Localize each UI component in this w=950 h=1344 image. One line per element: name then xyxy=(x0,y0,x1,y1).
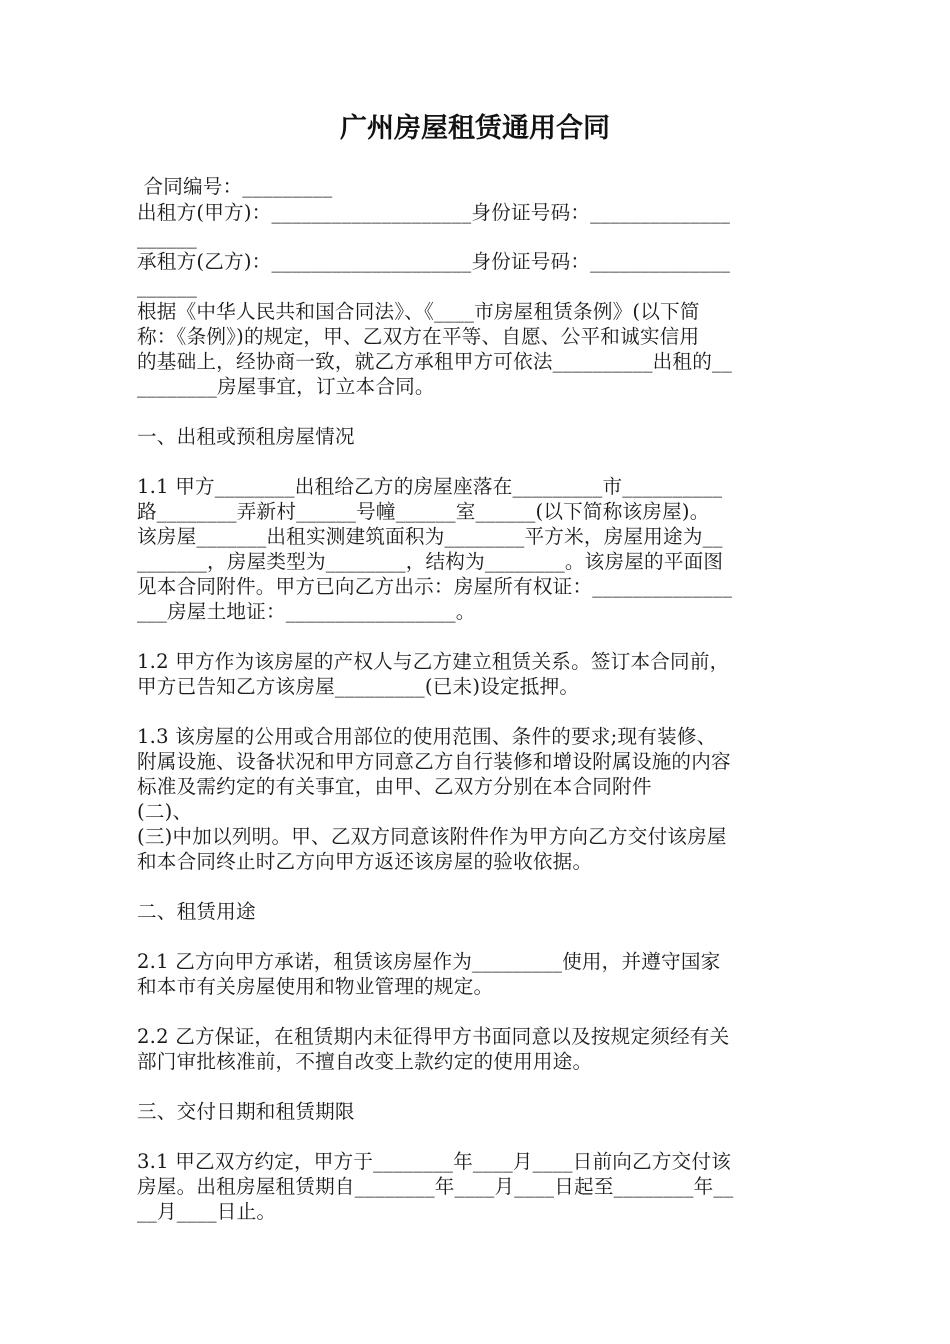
preamble-line-3: 的基础上，经协商一致，就乙方承租甲方可依法__________出租的__ xyxy=(137,350,733,373)
section-heading-1: 一、出租或预租房屋情况 xyxy=(137,425,355,448)
clause-1-3-line-3: 标准及需约定的有关事宜，由甲、乙双方分别在本合同附件 xyxy=(137,775,652,798)
clause-1-1-line-2: 路________弄新村______号幢______室______(以下简称该房屋)。 xyxy=(137,500,710,523)
clause-3-1-line-2: 房屋。出租房屋租赁期自________年____月____日起至________年__ xyxy=(137,1175,734,1198)
lessee-line-cont: ______ xyxy=(137,275,197,298)
section-heading-3: 三、交付日期和租赁期限 xyxy=(137,1100,355,1123)
page-title: 广州房屋租赁通用合同 xyxy=(340,113,610,144)
clause-1-2-line-2: 甲方已告知乙方该房屋_________(已未)设定抵押。 xyxy=(137,675,580,698)
clause-2-1-line-2: 和本市有关房屋使用和物业管理的规定。 xyxy=(137,975,494,998)
clause-2-2-line-2: 部门审批核准前，不擅自改变上款约定的使用用途。 xyxy=(137,1050,593,1073)
lessor-line: 出租方(甲方)：____________________身份证号码：______________ xyxy=(137,201,731,224)
clause-2-1-line-1: 2.1 乙方向甲方承诺，租赁该房屋作为_________使用，并遵守国家 xyxy=(137,950,721,973)
clause-1-3-line-1: 1.3 该房屋的公用或合用部位的使用范围、条件的要求;现有装修、 xyxy=(137,725,717,748)
clause-1-3-line-5: (三)中加以列明。甲、乙双方同意该附件作为甲方向乙方交付该房屋 xyxy=(137,825,727,848)
clause-1-2-line-1: 1.2 甲方作为该房屋的产权人与乙方建立租赁关系。签订本合同前， xyxy=(137,650,730,673)
lessee-line: 承租方(乙方)：____________________身份证号码：______________ xyxy=(137,250,731,273)
clause-1-1-line-5: 见本合同附件。甲方已向乙方出示：房屋所有权证：______________ xyxy=(137,575,733,598)
clause-1-1-line-1: 1.1 甲方________出租给乙方的房屋座落在_________市__________ xyxy=(137,475,723,498)
preamble-line-1: 根据《中华人民共和国合同法》、《____市房屋租赁条例》(以下简 xyxy=(137,300,700,323)
clause-3-1-line-3: __月____日止。 xyxy=(137,1200,277,1223)
clause-1-3-line-6: 和本合同终止时乙方向甲方返还该房屋的验收依据。 xyxy=(137,850,593,873)
lessor-line-cont: ______ xyxy=(137,226,197,249)
clause-1-1-line-3: 该房屋_______出租实测建筑面积为________平方米，房屋用途为__ xyxy=(137,525,723,548)
preamble-line-4: ________房屋事宜，订立本合同。 xyxy=(137,375,435,398)
clause-1-1-line-4: _______，房屋类型为________，结构为________。该房屋的平面图 xyxy=(137,550,724,573)
clause-1-3-line-2: 附属设施、设备状况和甲方同意乙方自行装修和增设附属设施的内容 xyxy=(137,750,731,773)
preamble-line-2: 称：《条例》)的规定，甲、乙双方在平等、自愿、公平和诚实信用 xyxy=(137,325,700,348)
clause-3-1-line-1: 3.1 甲乙双方约定，甲方于________年____月____日前向乙方交付该 xyxy=(137,1150,732,1173)
section-heading-2: 二、租赁用途 xyxy=(137,900,256,923)
clause-1-3-line-4: (二)、 xyxy=(137,800,193,823)
clause-1-1-line-6: ___房屋土地证：_________________。 xyxy=(137,600,476,623)
contract-number-line: 合同编号：_________ xyxy=(137,175,333,198)
clause-2-2-line-1: 2.2 乙方保证，在租赁期内未征得甲方书面同意以及按规定须经有关 xyxy=(137,1025,730,1048)
